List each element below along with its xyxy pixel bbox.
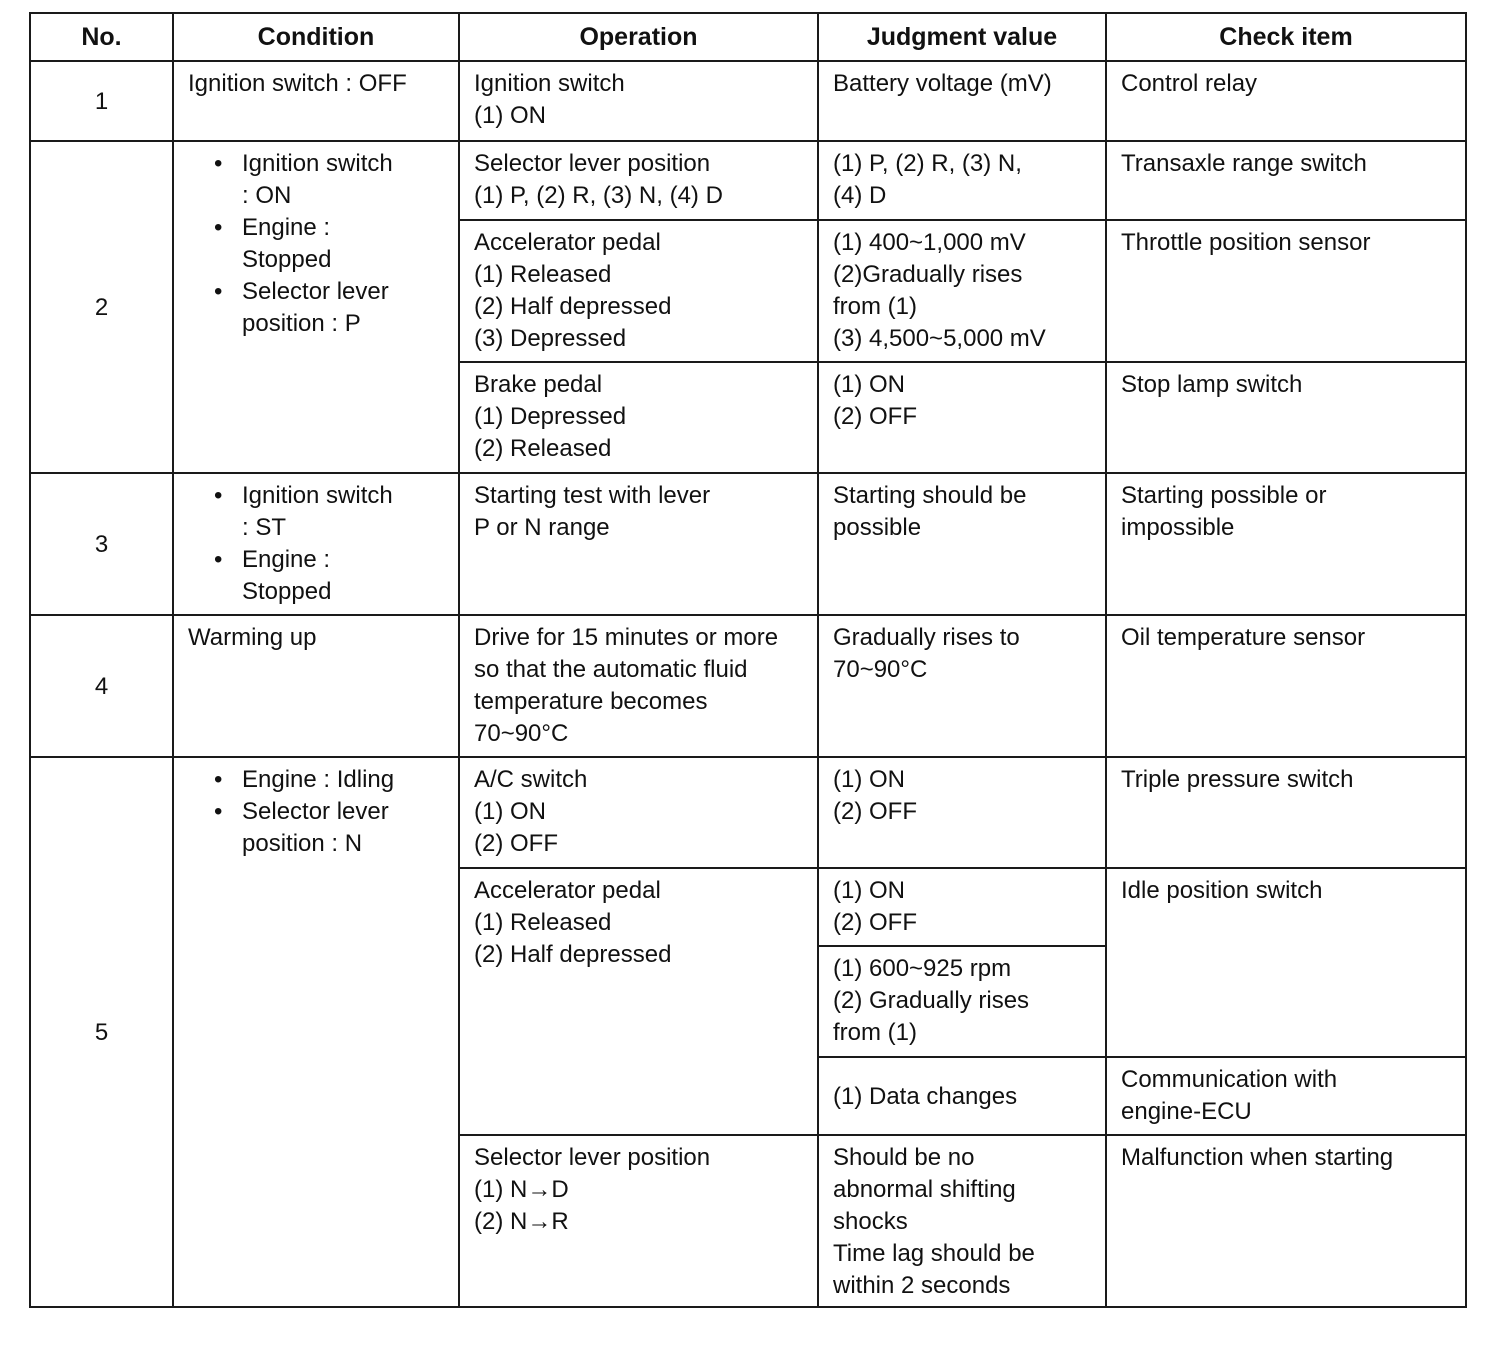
operation-line: (1) Released [474, 909, 612, 936]
operation-line: (2) Released [474, 435, 612, 462]
condition-line: position : P [242, 310, 361, 337]
operation-line: Accelerator pedal [474, 229, 661, 256]
condition-item [228, 212, 446, 276]
condition-line: • Selector lever [242, 278, 389, 305]
operation-line: Selector lever position [474, 150, 711, 177]
condition-item [228, 544, 446, 608]
condition-line: : ON [242, 182, 292, 209]
judgment-line: within 2 seconds [833, 1272, 1011, 1299]
judgment-line: (4) D [833, 182, 887, 209]
check-line: Communication with [1121, 1066, 1338, 1093]
condition-list [188, 148, 446, 340]
condition-item [228, 276, 446, 340]
judgment-line: (2) OFF [833, 403, 917, 430]
judgment-line: abnormal shifting [833, 1176, 1016, 1203]
judgment-line: (2) Gradually rises [833, 987, 1030, 1014]
row-number: 2 [30, 141, 173, 473]
judgment-line: (1) P, (2) R, (3) N, [833, 150, 1022, 177]
judgment-line: (1) ON [833, 877, 905, 904]
judgment-line: from (1) [833, 293, 917, 320]
check-line: Triple pressure switch [1121, 766, 1354, 793]
judgment-line: Starting should be [833, 482, 1027, 509]
check-line: Malfunction when starting [1121, 1144, 1394, 1171]
check-line: Starting possible or [1121, 482, 1327, 509]
judgment-cell [818, 868, 1106, 946]
judgment-line: (2) OFF [833, 798, 917, 825]
judgment-cell [818, 1057, 1106, 1135]
judgment-line: (2) OFF [833, 909, 917, 936]
operation-cell [459, 220, 818, 362]
table-row [30, 757, 1466, 868]
operation-line: (3) Depressed [474, 325, 627, 352]
condition-line: position : N [242, 830, 363, 857]
check-cell [1106, 1057, 1466, 1135]
operation-line: (1) Depressed [474, 403, 627, 430]
judgment-line: from (1) [833, 1019, 917, 1046]
condition-text: Ignition switch : OFF [188, 70, 407, 97]
operation-cell [459, 1135, 818, 1307]
check-cell [1106, 757, 1466, 868]
condition-line: : ST [242, 514, 287, 541]
judgment-cell [818, 362, 1106, 473]
condition-line: Stopped [242, 246, 332, 273]
judgment-line: shocks [833, 1208, 908, 1235]
operation-line: (2) Half depressed [474, 293, 672, 320]
check-line: engine-ECU [1121, 1098, 1252, 1125]
judgment-line: Gradually rises to [833, 624, 1020, 651]
header-operation: Operation [459, 13, 818, 61]
check-line: Throttle position sensor [1121, 229, 1371, 256]
operation-line: (1) N→D [474, 1176, 569, 1203]
header-no: No. [30, 13, 173, 61]
row-number: 1 [30, 61, 173, 141]
operation-line: 70~90°C [474, 720, 569, 747]
inspection-table [29, 12, 1467, 1308]
check-cell [1106, 473, 1466, 615]
check-line: Oil temperature sensor [1121, 624, 1366, 651]
condition-list [188, 764, 446, 860]
judgment-cell [818, 473, 1106, 615]
header-check-item: Check item [1106, 13, 1466, 61]
judgment-cell [818, 61, 1106, 141]
judgment-cell [818, 1135, 1106, 1307]
table-row [30, 141, 1466, 220]
row-number: 3 [30, 473, 173, 615]
operation-line: so that the automatic fluid [474, 656, 748, 683]
judgment-line: (2)Gradually rises [833, 261, 1023, 288]
operation-cell [459, 141, 818, 220]
operation-line: (2) OFF [474, 830, 558, 857]
condition-line: • Selector lever [242, 798, 389, 825]
check-cell [1106, 362, 1466, 473]
judgment-line: Battery voltage (mV) [833, 70, 1052, 97]
table-row [30, 615, 1466, 757]
judgment-line: (1) ON [833, 766, 905, 793]
check-line: Control relay [1121, 70, 1258, 97]
header-row [30, 13, 1466, 61]
condition-line: Stopped [242, 578, 332, 605]
judgment-cell [818, 220, 1106, 362]
condition-cell [173, 141, 459, 473]
check-line: Stop lamp switch [1121, 371, 1303, 398]
condition-cell [173, 757, 459, 1307]
judgment-cell [818, 615, 1106, 757]
condition-text: Warming up [188, 624, 317, 651]
check-line: impossible [1121, 514, 1235, 541]
operation-line: (2) N→R [474, 1208, 569, 1235]
judgment-line: (1) ON [833, 371, 905, 398]
operation-line: A/C switch [474, 766, 588, 793]
condition-item [228, 148, 446, 212]
operation-line: Brake pedal [474, 371, 603, 398]
check-cell [1106, 615, 1466, 757]
operation-line: (1) Released [474, 261, 612, 288]
operation-line: P or N range [474, 514, 610, 541]
row-number: 4 [30, 615, 173, 757]
check-cell [1106, 141, 1466, 220]
operation-cell [459, 868, 818, 1135]
operation-line: (1) ON [474, 798, 546, 825]
check-cell [1106, 220, 1466, 362]
condition-line: • Ignition switch [242, 482, 393, 509]
operation-line: Accelerator pedal [474, 877, 661, 904]
check-cell [1106, 1135, 1466, 1307]
table-row [30, 61, 1466, 141]
condition-line: • Engine : [242, 546, 331, 573]
judgment-line: (1) Data changes [833, 1083, 1018, 1110]
judgment-cell [818, 946, 1106, 1057]
row-number: 5 [30, 757, 173, 1307]
judgment-line: (1) 600~925 rpm [833, 955, 1012, 982]
condition-list [188, 480, 446, 608]
operation-line: (1) P, (2) R, (3) N, (4) D [474, 182, 723, 209]
condition-line: • Engine : [242, 214, 331, 241]
operation-line: temperature becomes [474, 688, 708, 715]
operation-line: Ignition switch [474, 70, 625, 97]
operation-line: Starting test with lever [474, 482, 711, 509]
condition-line: • Ignition switch [242, 150, 393, 177]
condition-cell [173, 61, 459, 141]
check-line: Transaxle range switch [1121, 150, 1367, 177]
operation-line: Drive for 15 minutes or more [474, 624, 779, 651]
table-row [30, 473, 1466, 615]
judgment-line: (1) 400~1,000 mV [833, 229, 1026, 256]
condition-item [228, 480, 446, 544]
header-judgment-value: Judgment value [818, 13, 1106, 61]
check-cell [1106, 61, 1466, 141]
operation-cell [459, 362, 818, 473]
operation-line: Selector lever position [474, 1144, 711, 1171]
judgment-line: 70~90°C [833, 656, 928, 683]
condition-item [228, 764, 446, 796]
check-cell [1106, 868, 1466, 1057]
judgment-line: possible [833, 514, 922, 541]
condition-cell [173, 473, 459, 615]
check-line: Idle position switch [1121, 877, 1323, 904]
condition-item [228, 796, 446, 860]
operation-cell [459, 615, 818, 757]
judgment-cell [818, 757, 1106, 868]
operation-cell [459, 61, 818, 141]
judgment-line: Time lag should be [833, 1240, 1035, 1267]
judgment-line: (3) 4,500~5,000 mV [833, 325, 1046, 352]
header-condition: Condition [173, 13, 459, 61]
operation-line: (2) Half depressed [474, 941, 672, 968]
judgment-line: Should be no [833, 1144, 975, 1171]
operation-cell [459, 473, 818, 615]
condition-cell [173, 615, 459, 757]
operation-cell [459, 757, 818, 868]
operation-line: (1) ON [474, 102, 546, 129]
condition-line: • Engine : Idling [242, 766, 395, 793]
judgment-cell [818, 141, 1106, 220]
